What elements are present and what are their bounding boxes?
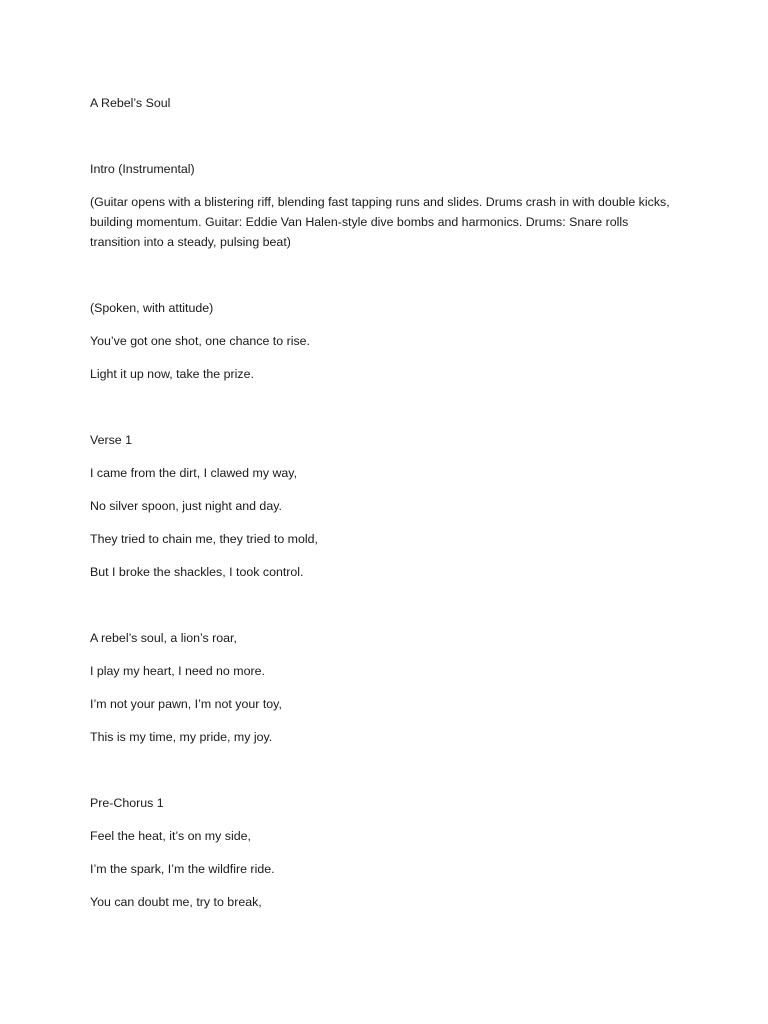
verse1b-line: This is my time, my pride, my joy.: [90, 730, 273, 744]
verse1b-line: I’m not your pawn, I’m not your toy,: [90, 697, 282, 711]
spoken-line: You’ve got one shot, one chance to rise.: [90, 334, 310, 348]
intro-description: (Guitar opens with a blistering riff, blending fast tapping runs and slides. Drums crash in with double kicks, building momentum. Guitar: Eddie Van Halen-style dive bombs and harmonics. Drums: Snare rolls transition into a steady, pulsing beat): [90, 195, 670, 249]
prechorus1-line: I’m the spark, I’m the wildfire ride.: [90, 862, 275, 876]
verse1-line: They tried to chain me, they tried to mold,: [90, 532, 318, 546]
verse1-line: I came from the dirt, I clawed my way,: [90, 466, 298, 480]
verse1-line: But I broke the shackles, I took control.: [90, 565, 304, 579]
document-page: [90, 93, 690, 912]
verse1b-line: I play my heart, I need no more.: [90, 664, 265, 678]
prechorus1-line: You can doubt me, try to break,: [90, 895, 262, 909]
verse1b-line: A rebel’s soul, a lion’s roar,: [90, 631, 237, 645]
prechorus1-line: Feel the heat, it’s on my side,: [90, 829, 251, 843]
spoken-line: Light it up now, take the prize.: [90, 367, 254, 381]
spoken-heading: (Spoken, with attitude): [90, 301, 214, 315]
intro-heading: Intro (Instrumental): [90, 162, 195, 176]
song-title: A Rebel’s Soul: [90, 96, 171, 110]
prechorus1-heading: Pre-Chorus 1: [90, 796, 164, 810]
verse1-heading: Verse 1: [90, 433, 133, 447]
verse1-line: No silver spoon, just night and day.: [90, 499, 282, 513]
